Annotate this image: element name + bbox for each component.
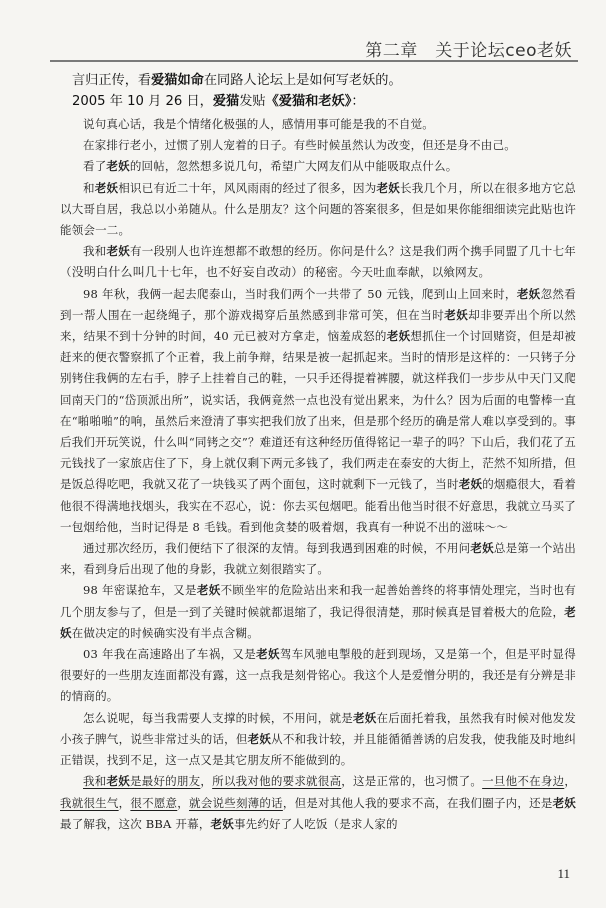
intro-line-1	[72, 70, 576, 91]
name-laoyao: 老妖	[256, 647, 280, 662]
paragraph-7: 通过那次经历，我们便结下了很深的友情。每到我遇到困难的时候，不用问老妖总是第一个站出来，看到身后出现了他的身影，我就立刻很踏实了。	[60, 541, 576, 577]
post-date: 2005 年 10 月 26 日，	[72, 94, 213, 109]
paragraph-4: 和老妖相识已有近二十年，风风雨雨的经过了很多，因为老妖长我几个月，所以在很多地方它总以大哥自居，我总以小弟随从。什么是朋友？这个问题的答案很多，但是如果你能细细读完此贴也许能领会一二。	[60, 180, 577, 238]
editor-note: 没明白什么叫几十七年，也不好妄自改动	[71, 265, 292, 280]
intro-text: 发贴	[239, 94, 266, 109]
chapter-header: 第二章 关于论坛ceo老妖	[365, 41, 572, 61]
intro-text: ：	[351, 94, 365, 109]
name-laoyao: 老妖	[106, 244, 130, 259]
intro-text: 言归正传，看	[72, 73, 152, 88]
paragraph-10: 怎么说呢，每当我需要人支撑的时候，不用问，就是老妖在后面托着我，虽然我有时候对他发发小孩子脾气，说些非常过头的话，但老妖从不和我计较，并且能循循善诱的启发我，使我能及时地纠正错误，找到不足，这一点又是其它朋友所不能做到的。	[60, 710, 576, 768]
intro-author: 爱猫如命	[151, 73, 204, 88]
name-laoyao: 老妖	[106, 774, 130, 789]
name-laoyao: 老妖	[516, 286, 541, 301]
name-laoyao: 老妖	[376, 180, 400, 195]
paragraph-8: 98 年密谋抢车，又是老妖不顾坐牢的危险站出来和我一起善始善终的将事情处理完，当时也有几个朋友参与了，但是一到了关键时候就都退缩了，我记得很清楚，那时候真是冒着极大的危险，老妖在做决定的时候确实没有半点含糊。	[60, 583, 576, 640]
name-laoyao: 老妖	[386, 329, 411, 344]
paragraph-2: 在家排行老小，过惯了别人宠着的日子。有些时候虽然认为改变，但还是身不由己。	[83, 138, 516, 153]
page-number: 11	[557, 866, 570, 881]
underlined-text: 就会说些刻薄的话	[189, 795, 283, 810]
paragraph-6: 98 年秋，我俩一起去爬泰山，当时我们两个一共带了 50 元钱，爬到山上回来时，老妖忽然看到一帮人围在一起绕绳子，那个游戏揭穿后虽然感到非常可笑，但在当时老妖却非要弄出个所以然来，结果不到十分钟的时间，40 元已被对方拿走，恼羞成怒的老妖想抓住一个讨回赌资，但是却被赶来的便衣警察抓了个正着，我上前争辩，结果是被一起抓起来。当时的情形是这样的：一只铐子分别铐住我俩的左右手，脖子上挂着自己的鞋，一只手还得提着裤腰，就这样我们一步步从中天门又爬回南天门的“岱顶派出所”，说实话，我俩竟然一点也没有觉出累来，为什么？因为后面的电警棒一直在“啪啪啪”的响，虽然后来澄清了事实把我们放了出来，但是那个经历的确是常人难以享受到的。事后我们开玩笑说，什么叫“同铐之交”？难道还有这种经历值得铭记一辈子的吗？下山后，我们花了五元钱找了一家旅店住了下，身上就仅剩下两元多钱了，我们两走在泰安的大街上，茫然不知所措，但是饭总得吃吧，我就又花了一块钱买了两个面包，这时就剩下一元钱了，当时老妖的烟瘾很大，看着他很不得满地找烟头，我实在不忍心，说：你去买包烟吧。能看出他当时很不好意思，我就立马买了一包烟给他，当时记得是 8 毛钱。看到他贪婪的吸着烟，我真有一种说不出的滋味～～	[60, 286, 576, 534]
name-laoyao: 老妖	[470, 541, 494, 556]
name-laoyao: 老妖	[444, 307, 469, 322]
name-laoyao: 老妖	[552, 795, 577, 810]
underlined-text: 我就很生气	[60, 795, 119, 810]
name-laoyao: 老妖	[106, 159, 130, 174]
intro-line-2	[72, 91, 576, 112]
post-author: 爱猫	[212, 94, 240, 109]
paragraph-11: 我和老妖是最好的朋友，所以我对他的要求就很高，这是正常的，也习惯了。一旦他不在身边，我就很生气，很不愿意，就会说些刻薄的话，但是对其他人我的要求不高，在我们圈子内，还是老妖最了解我，这次 BBA 开幕，老妖事先约好了人吃饭（是求人家的	[60, 774, 577, 831]
name-laoyao: 老妖	[210, 816, 234, 831]
underlined-text: 很不愿意	[130, 795, 178, 810]
paragraph-5: 我和老妖有一段别人也许连想都不敢想的经历。你问是什么？这是我们两个携手同盟了几十七年（没明白什么叫几十七年，也不好妄自改动）的秘密。今天吐血奉献，以飨网友。	[60, 244, 576, 280]
underlined-text: 我和老妖是最好的朋友	[83, 774, 201, 789]
underlined-text: 一旦他不在身边	[482, 774, 565, 789]
name-laoyao: 老妖	[60, 604, 576, 640]
paragraph-9: 03 年我在高速路出了车祸，又是老妖驾车风驰电掣般的赶到现场，又是第一个，但是平时显得很要好的一些朋友连面都没有露，这一点我是刻骨铭心。我这个人是爱憎分明的，我还是有分辨是非的情商的。	[60, 647, 576, 704]
post-title: 《爱猫和老妖》	[265, 94, 352, 109]
header-rule	[50, 60, 578, 62]
paragraph-3: 看了老妖的回帖，忽然想多说几句，希望广大网友们从中能吸取点什么。	[83, 159, 458, 174]
name-laoyao: 老妖	[247, 731, 272, 746]
underlined-text: 所以我对他的要求就很高	[212, 774, 342, 789]
intro-text: 在同路人论坛上是如何写老妖的。	[203, 73, 402, 88]
name-laoyao: 老妖	[458, 477, 483, 492]
paragraph-1: 说句真心话，我是个情绪化极强的人，感情用事可能是我的不自觉。	[83, 117, 434, 131]
name-laoyao: 老妖	[94, 180, 119, 195]
page-body	[60, 70, 576, 835]
name-laoyao: 老妖	[352, 710, 377, 725]
name-laoyao: 老妖	[196, 583, 221, 598]
